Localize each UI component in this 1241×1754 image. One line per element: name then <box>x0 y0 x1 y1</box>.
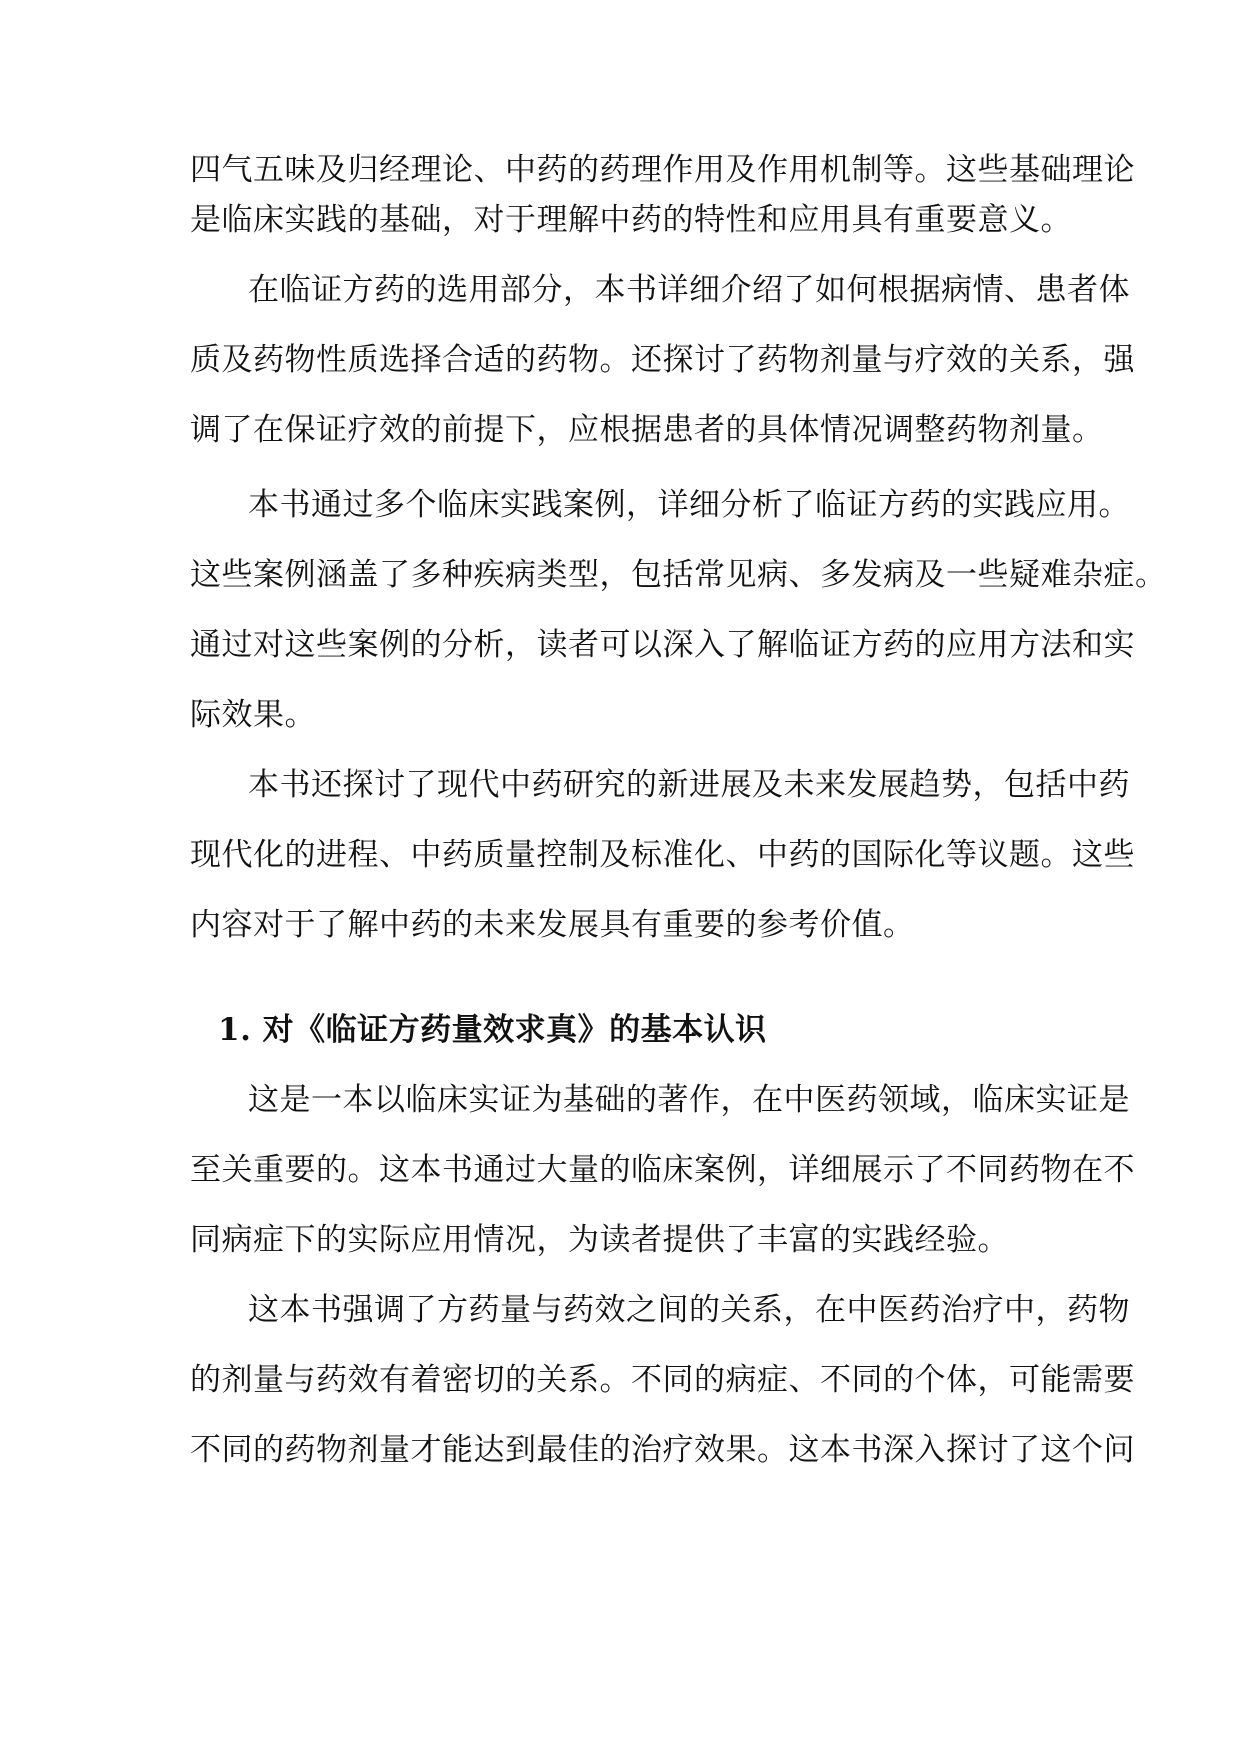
paragraph-line: 调了在保证疗效的前提下，应根据患者的具体情况调整药物剂量。 <box>190 412 1104 448</box>
paragraph-line: 本书通过多个临床实践案例，详细分析了临证方药的实践应用。 <box>248 487 1130 523</box>
paragraph-line: 这些案例涵盖了多种疾病类型，包括常见病、多发病及一些疑难杂症。 <box>190 557 1167 593</box>
paragraph-line: 同病症下的实际应用情况，为读者提供了丰富的实践经验。 <box>190 1222 1009 1258</box>
paragraph-line: 的剂量与药效有着密切的关系。不同的病症、不同的个体，可能需要 <box>190 1362 1135 1398</box>
paragraph-line: 不同的药物剂量才能达到最佳的治疗效果。这本书深入探讨了这个问 <box>190 1432 1135 1468</box>
paragraph-line: 质及药物性质选择合适的药物。还探讨了药物剂量与疗效的关系，强 <box>190 342 1135 378</box>
paragraph-line: 际效果。 <box>190 697 316 733</box>
paragraph-line: 在临证方药的选用部分，本书详细介绍了如何根据病情、患者体 <box>248 272 1130 308</box>
paragraph-line: 这是一本以临床实证为基础的著作，在中医药领域，临床实证是 <box>248 1082 1130 1118</box>
paragraph-line: 现代化的进程、中药质量控制及标准化、中药的国际化等议题。这些 <box>190 837 1135 873</box>
paragraph-line: 四气五味及归经理论、中药的药理作用及作用机制等。这些基础理论 <box>190 152 1135 188</box>
paragraph-line: 通过对这些案例的分析，读者可以深入了解临证方药的应用方法和实 <box>190 627 1135 663</box>
paragraph-line: 这本书强调了方药量与药效之间的关系，在中医药治疗中，药物 <box>248 1292 1130 1328</box>
section-heading: 1. 对《临证方药量效求真》的基本认识 <box>218 1012 767 1048</box>
paragraph-line: 内容对于了解中药的未来发展具有重要的参考价值。 <box>190 907 915 943</box>
paragraph-line: 是临床实践的基础，对于理解中药的特性和应用具有重要意义。 <box>190 202 1072 238</box>
paragraph-line: 至关重要的。这本书通过大量的临床案例，详细展示了不同药物在不 <box>190 1152 1135 1188</box>
paragraph-line: 本书还探讨了现代中药研究的新进展及未来发展趋势，包括中药 <box>248 767 1130 803</box>
